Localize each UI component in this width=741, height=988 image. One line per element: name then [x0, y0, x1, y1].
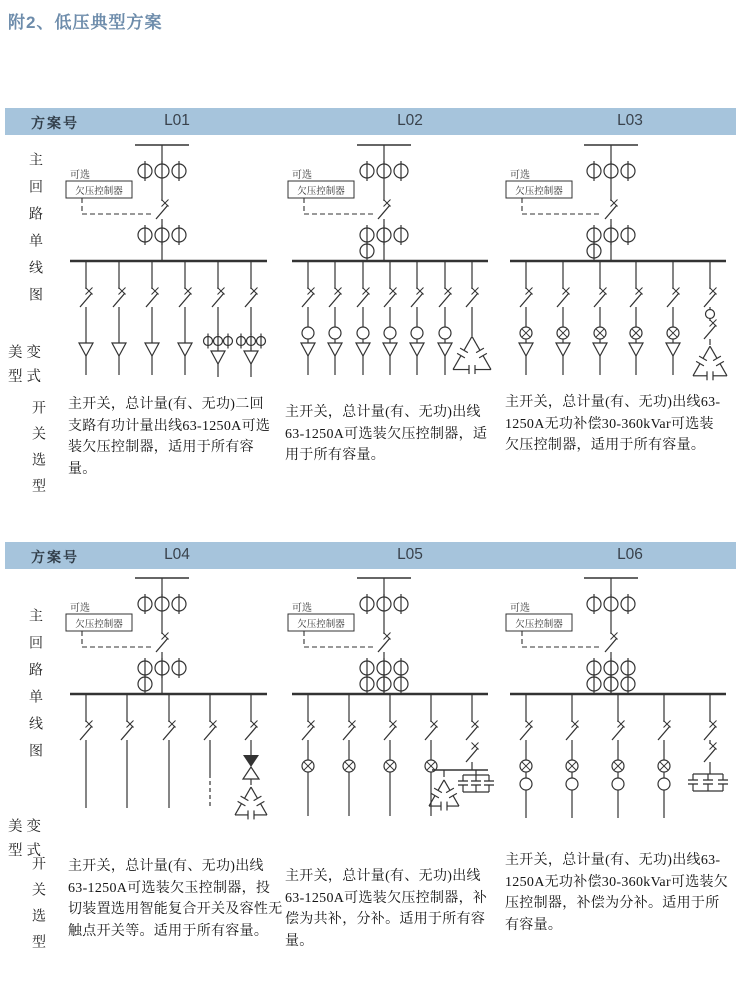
svg-text:欠压控制器: 欠压控制器	[75, 620, 123, 630]
page-title: 附2、低压典型方案	[8, 13, 163, 32]
svg-text:欠压控制器: 欠压控制器	[515, 187, 563, 197]
single-line-diagram-l06	[502, 570, 734, 838]
table2-row-label-transformer-type: 美变型式	[8, 819, 45, 859]
svg-text:可选: 可选	[292, 603, 312, 614]
scheme-description-l04: 主开关，总计量(有、无功)出线63-1250A可选装欠玉控制器，投切装置选用智能复合开关及容性无触点开关等。适用于所有容量。	[68, 859, 283, 940]
single-line-diagram-l03	[502, 137, 734, 389]
table1-row-label-transformer-type: 美变型式	[8, 345, 45, 385]
svg-text:欠压控制器: 欠压控制器	[515, 620, 563, 630]
table1-row-label-single-line-diagram: 主回路单线图	[27, 152, 42, 314]
scheme-description-l03: 主开关，总计量(有、无功)出线63-1250A无功补偿30-360kVar可选装欠压控制器，适用于所有容量。	[505, 395, 721, 454]
table2-row-label-single-line-diagram: 主回路单线图	[27, 608, 42, 770]
svg-text:欠压控制器: 欠压控制器	[297, 620, 345, 630]
svg-text:可选: 可选	[510, 170, 530, 181]
single-line-diagram-l01	[62, 137, 275, 389]
table2-header-bar	[5, 542, 736, 569]
scheme-description-l02: 主开关，总计量(有、无功)出线63-1250A可选装欠压控制器，适用于所有容量。	[285, 405, 488, 464]
table2-row-label-switch-selection: 开关选型	[30, 856, 45, 960]
table2-scheme-no-label: 方案号	[31, 549, 79, 565]
table2-scheme-l05: L05	[397, 546, 423, 563]
table2-scheme-l06: L06	[617, 546, 643, 563]
table1-row-label-switch-selection: 开关选型	[30, 400, 45, 504]
table1-scheme-no-label: 方案号	[31, 115, 79, 131]
table1-scheme-l03: L03	[617, 112, 643, 129]
table2-scheme-l04: L04	[164, 546, 190, 563]
svg-text:可选: 可选	[510, 603, 530, 614]
table1-header-bar	[5, 108, 736, 135]
table1-scheme-l02: L02	[397, 112, 423, 129]
single-line-diagram-l04	[62, 570, 275, 838]
single-line-diagram-l05	[284, 570, 496, 838]
table1-scheme-l01: L01	[164, 112, 190, 129]
svg-text:可选: 可选	[292, 170, 312, 181]
svg-text:欠压控制器: 欠压控制器	[75, 187, 123, 197]
svg-text:欠压控制器: 欠压控制器	[297, 187, 345, 197]
scheme-description-l05: 主开关，总计量(有、无功)出线63-1250A可选装欠压控制器，补偿为共补，分补。适用于所有容量。	[285, 869, 488, 950]
scheme-description-l01: 主开关，总计量(有、无功)二回支路有功计量出线63-1250A可选装欠压控制器，适用于所有容量。	[68, 397, 271, 478]
single-line-diagram-l02	[284, 137, 496, 389]
svg-text:可选: 可选	[70, 170, 90, 181]
scheme-description-l06: 主开关，总计量(有、无功)出线63-1250A无功补偿30-360kVar可选装欠压控制器，补偿为分补。适用于所有容量。	[505, 853, 729, 934]
svg-text:可选: 可选	[70, 603, 90, 614]
